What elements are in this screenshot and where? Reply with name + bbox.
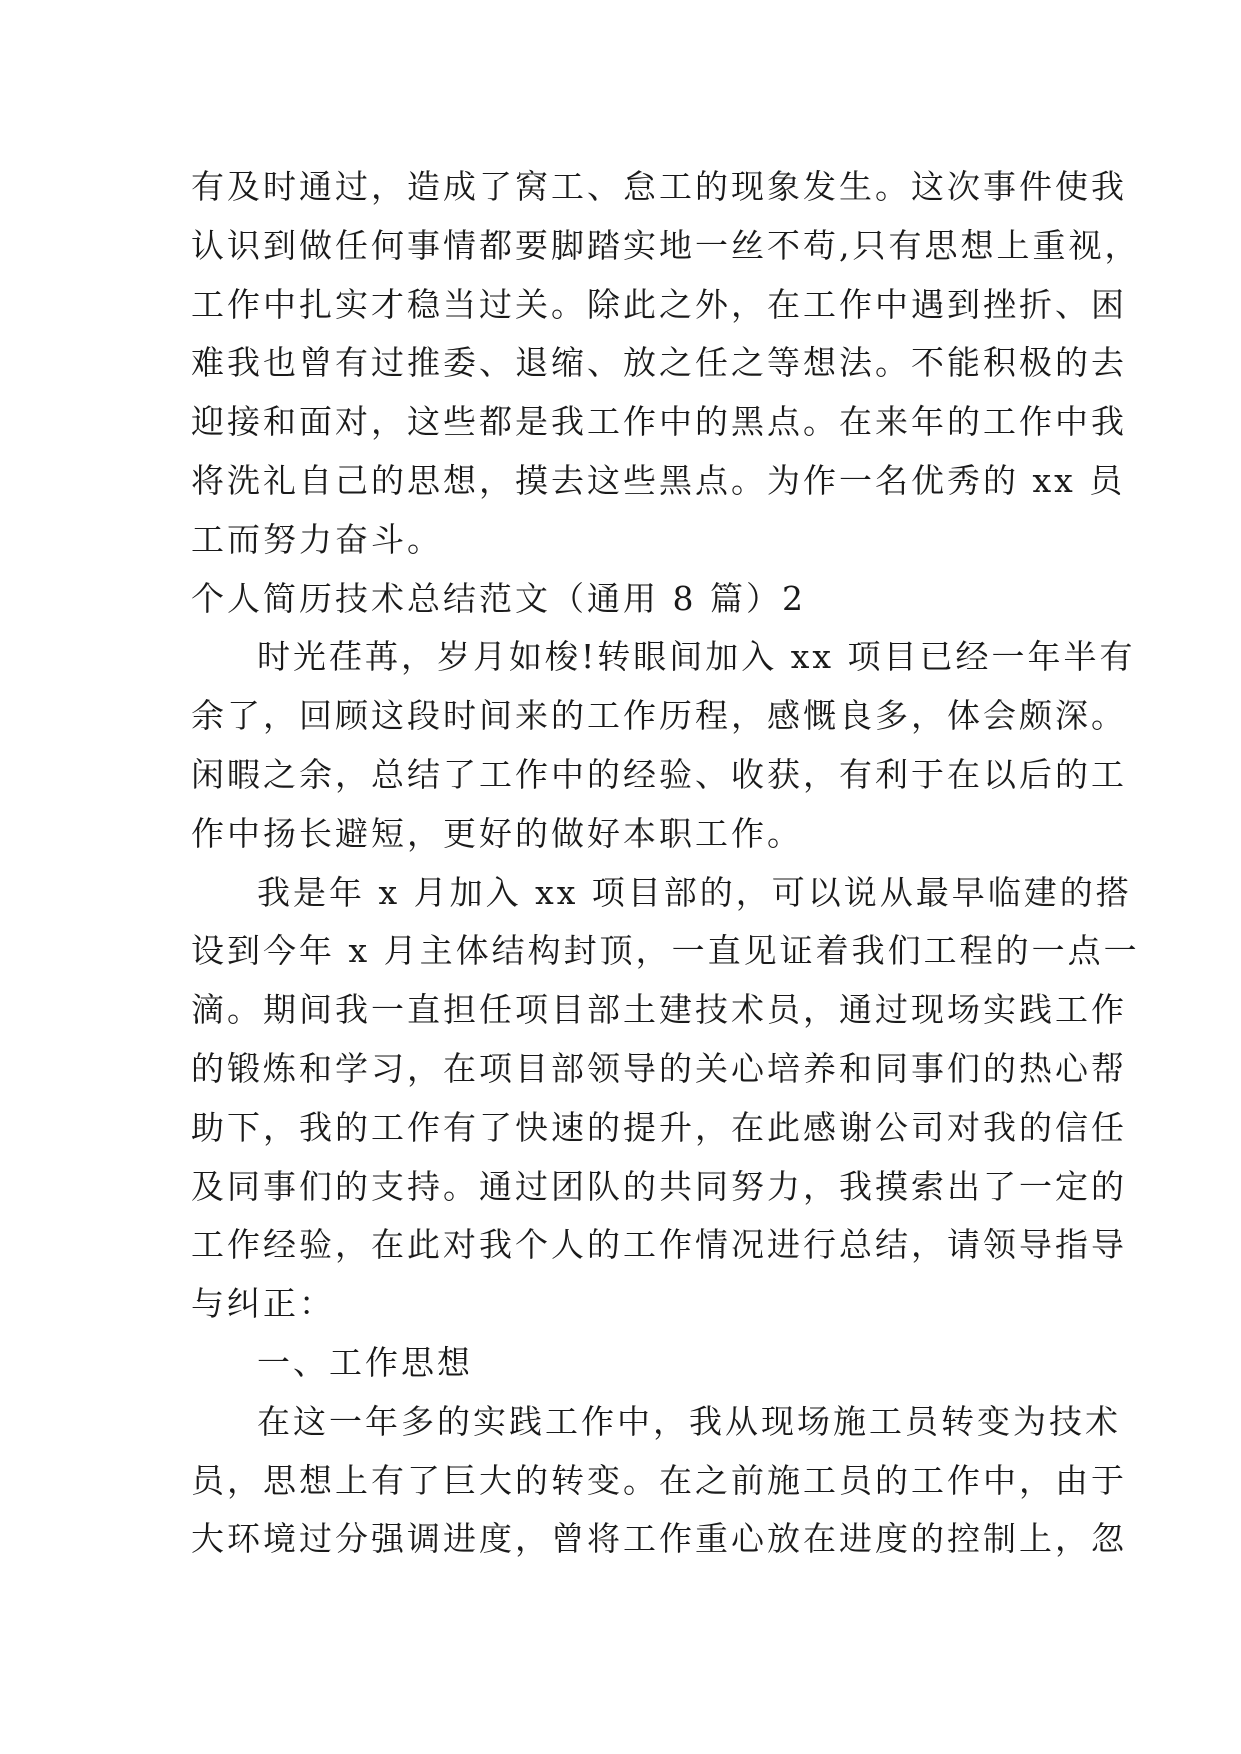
text-line: 设到今年 x 月主体结构封顶，一直见证着我们工程的一点一 <box>191 931 1140 971</box>
text-line: 的锻炼和学习，在项目部领导的关心培养和同事们的热心帮 <box>191 1048 1127 1088</box>
text-line: 在这一年多的实践工作中，我从现场施工员转变为技术 <box>257 1401 1121 1441</box>
text-line: 难我也曾有过推委、退缩、放之任之等想法。不能积极的去 <box>191 343 1127 383</box>
text-line: 迎接和面对，这些都是我工作中的黑点。在来年的工作中我 <box>191 402 1127 442</box>
text-line: 我是年 x 月加入 xx 项目部的，可以说从最早临建的搭 <box>257 872 1132 912</box>
text-line: 与纠正： <box>191 1284 335 1324</box>
text-line: 余了，回顾这段时间来的工作历程，感慨良多，体会颇深。 <box>191 696 1127 736</box>
subsection-heading: 一、工作思想 <box>257 1342 473 1382</box>
text-line: 闲暇之余，总结了工作中的经验、收获，有利于在以后的工 <box>191 754 1127 794</box>
document-body <box>191 158 1141 1569</box>
text-line: 大环境过分强调进度，曾将工作重心放在进度的控制上，忽 <box>191 1519 1127 1559</box>
text-line: 工作中扎实才稳当过关。除此之外，在工作中遇到挫折、困 <box>191 284 1127 324</box>
text-line: 员，思想上有了巨大的转变。在之前施工员的工作中，由于 <box>191 1460 1127 1500</box>
text-line: 认识到做任何事情都要脚踏实地一丝不苟,只有思想上重视， <box>191 225 1141 265</box>
text-line: 工而努力奋斗。 <box>191 519 443 559</box>
text-line: 助下，我的工作有了快速的提升，在此感谢公司对我的信任 <box>191 1107 1127 1147</box>
text-line: 作中扬长避短，更好的做好本职工作。 <box>191 813 803 853</box>
text-line: 有及时通过，造成了窝工、怠工的现象发生。这次事件使我 <box>191 167 1127 206</box>
text-line: 滴。期间我一直担任项目部土建技术员，通过现场实践工作 <box>191 990 1127 1030</box>
text-line: 将洗礼自己的思想，摸去这些黑点。为作一名优秀的 xx 员 <box>191 460 1126 500</box>
text-line: 及同事们的支持。通过团队的共同努力，我摸索出了一定的 <box>191 1166 1127 1206</box>
text-line: 时光荏苒，岁月如梭!转眼间加入 xx 项目已经一年半有 <box>257 637 1136 677</box>
text-line: 工作经验，在此对我个人的工作情况进行总结，请领导指导 <box>191 1225 1127 1265</box>
section-heading: 个人简历技术总结范文（通用 8 篇）2 <box>191 578 806 618</box>
